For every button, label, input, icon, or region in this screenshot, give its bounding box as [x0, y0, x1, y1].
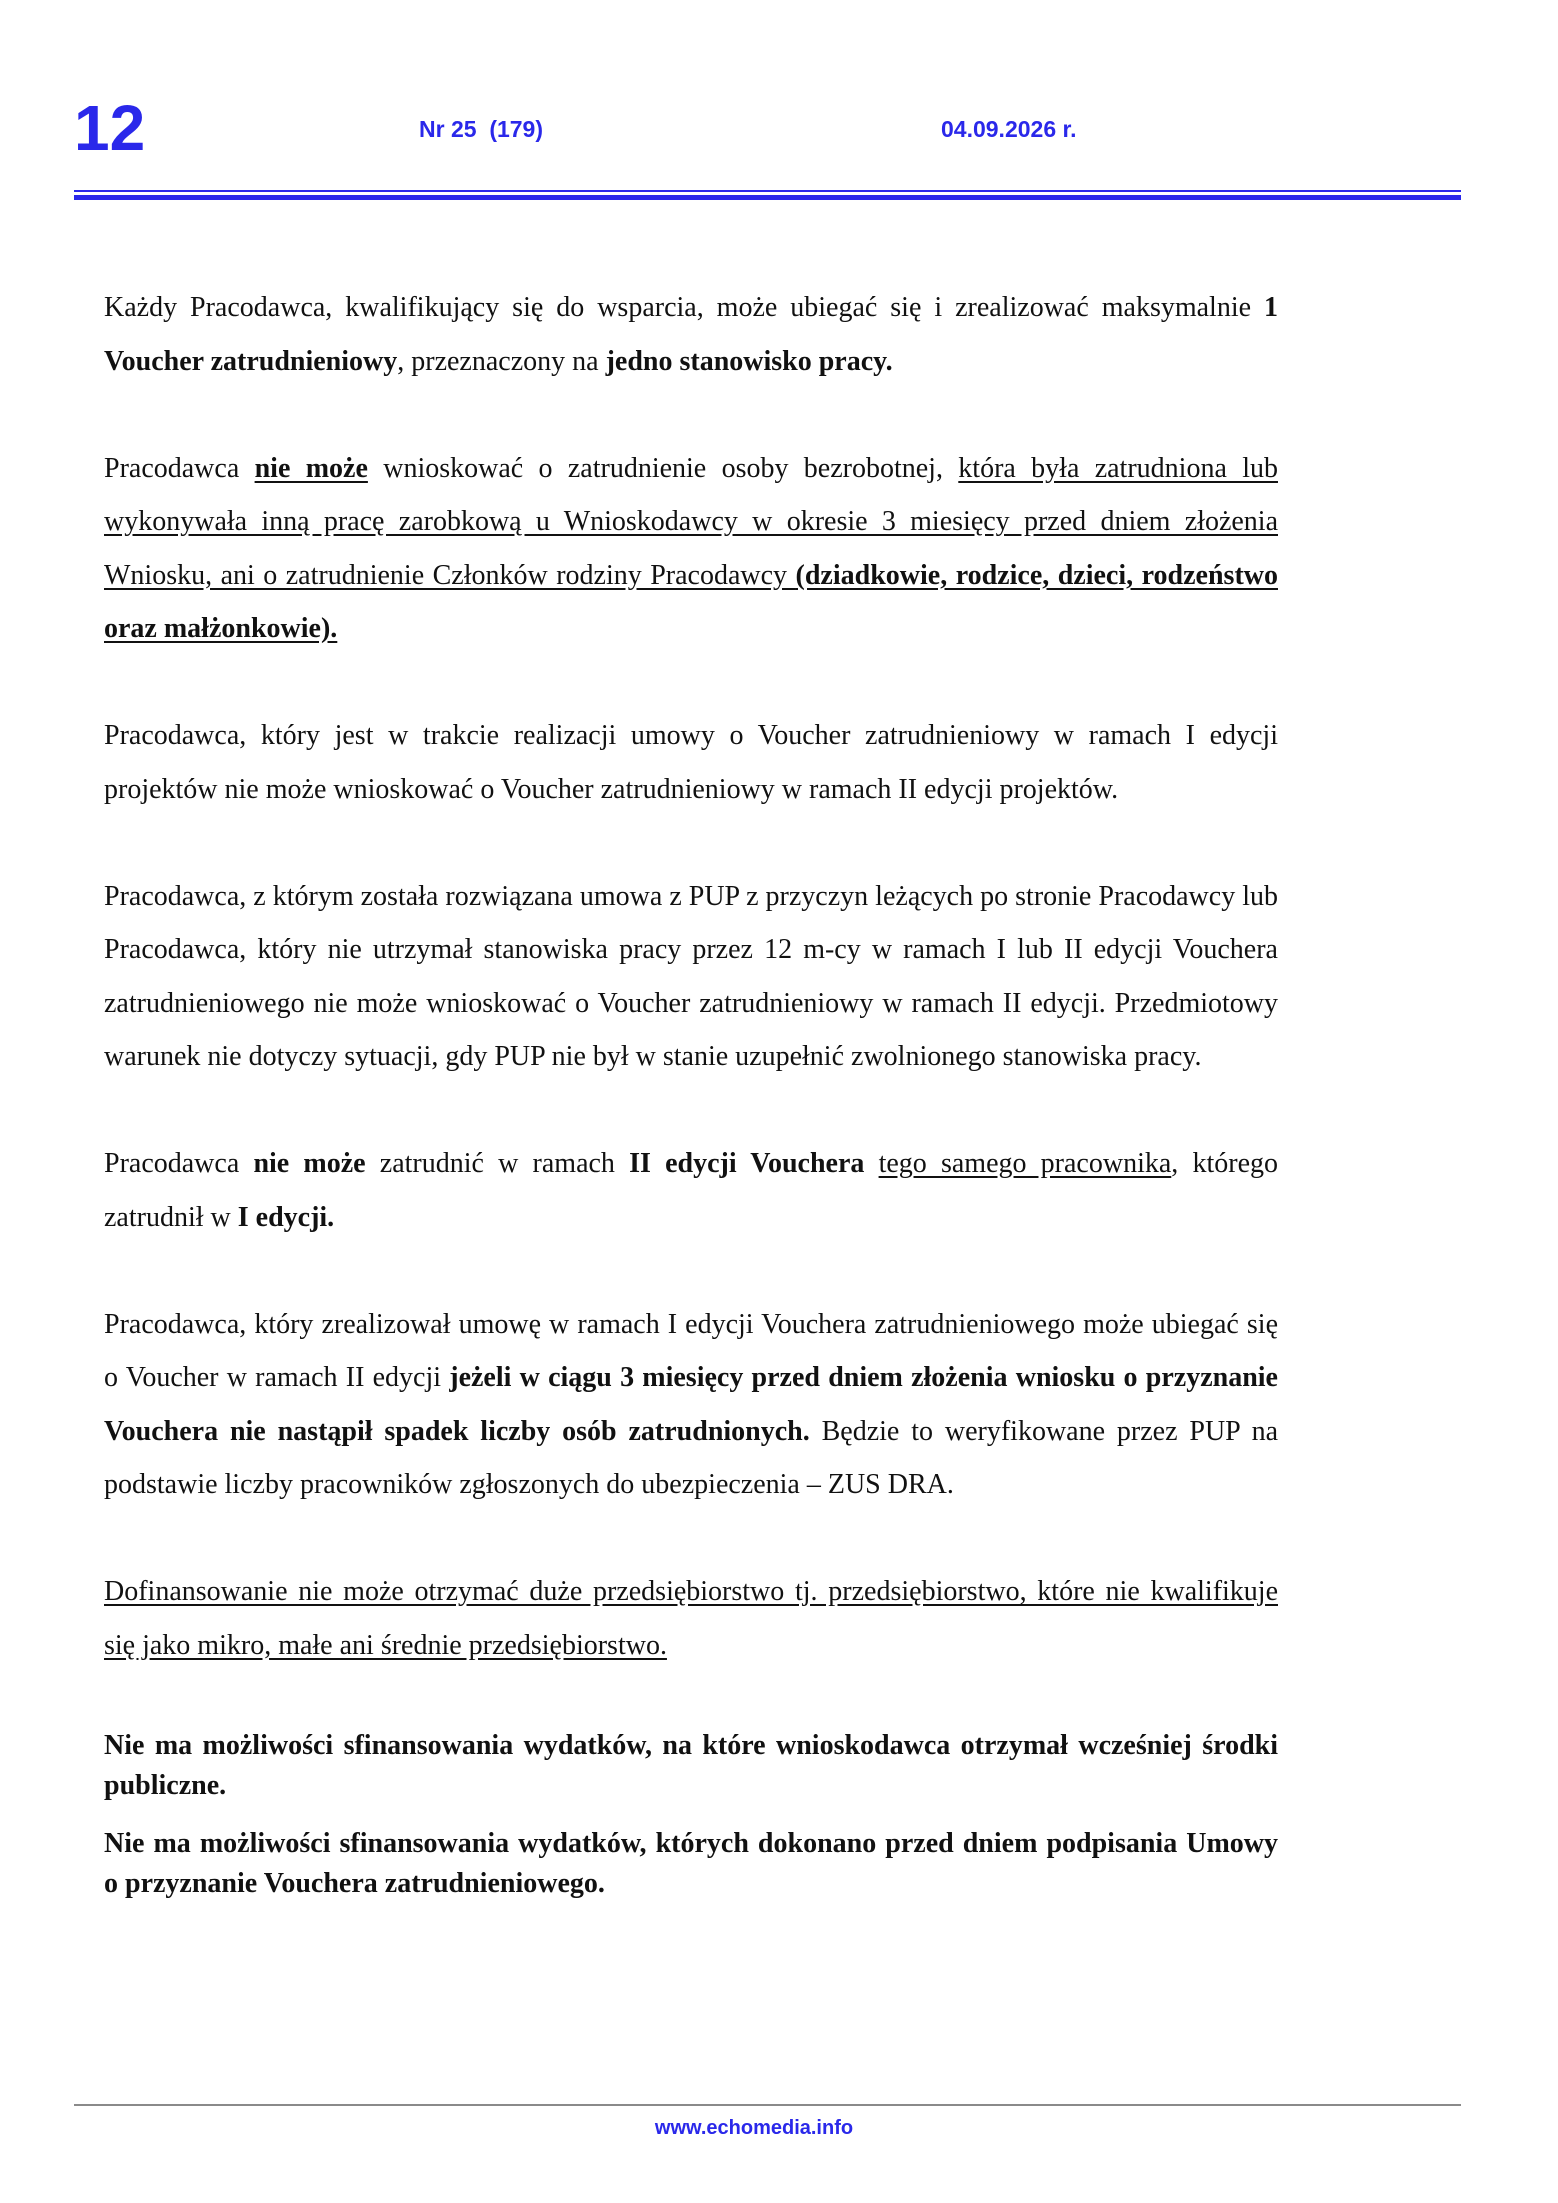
page-header [0, 0, 1558, 210]
article-body [104, 281, 1278, 1922]
bold-text: Nie ma możliwości sfinansowania wydatków, na które wnioskodawca otrzymał wcześniej środki publiczne. [104, 1729, 1278, 1801]
bold-text: II edycji Vouchera [629, 1148, 865, 1179]
paragraph-large-enterprise: Dofinansowanie nie może otrzymać duże przedsiębiorstwo tj. przedsiębiorstwo, które nie kwalifikuje się jako mikro, małe ani średnie przedsiębiorstwo. [104, 1576, 1278, 1661]
paragraph-terminated-contract: Pracodawca, z którym została rozwiązana umowa z PUP z przyczyn leżących po stronie Pracodawcy lub Pracodawca, który nie utrzymał stanowiska pracy przez 12 m-cy w ramach I lub II edycji Vouchera zatrudnieniowego nie może wnioskować o Voucher zatrudnieniowy w ramach II edycji. Przedmiotowy warunek nie dotyczy sytuacji, gdy PUP nie był w stanie uzupełnić zwolnionego stanowiska pracy. [104, 880, 1278, 1072]
underlined-text: tego samego pracownika [878, 1148, 1172, 1179]
paragraph-employment-restriction [104, 442, 1278, 656]
bold-text: jeżeli w ciągu 3 miesięcy przed dniem złożenia wniosku o przyznanie Vouchera nie nastąpił spadek liczby osób zatrudnionych. [104, 1362, 1278, 1447]
bold-text: nie może [253, 1148, 366, 1179]
underlined-text: która była zatrudniona lub wykonywała inną pracę zarobkową u Wnioskodawcy w okresie 3 miesięcy przed dniem złożenia Wniosku, ani o zatrudnienie Członków rodziny Pracodawcy [104, 452, 1278, 591]
text: Pracodawca [104, 452, 255, 484]
paragraph-prior-expenses [104, 1824, 1278, 1904]
bold-text: 1 Voucher zatrudnieniowy [104, 292, 1278, 377]
footer-rule [74, 2104, 1461, 2106]
paragraph-same-employee [104, 1137, 1278, 1244]
issue-number: Nr 25 (179) [419, 116, 544, 142]
footer-website-link[interactable]: www.echomedia.info [654, 2117, 854, 2139]
bold-text: I edycji. [237, 1201, 335, 1233]
bold-text: jedno stanowisko pracy. [605, 345, 893, 377]
header-rule-thin [74, 190, 1461, 192]
bold-underlined-text: (dziadkowie, rodzice, dzieci, rodzeństwo oraz małżonkowie). [104, 559, 1278, 644]
text: zatrudnić w ramach [365, 1148, 630, 1179]
issue-date: 04.09.2026 r. [941, 116, 1077, 142]
bold-text: Nie ma możliwości sfinansowania wydatków, których dokonano przed dniem podpisania Umowy o przyznanie Vouchera zatrudnieniowego. [104, 1827, 1278, 1899]
text: , którego zatrudnił w [104, 1148, 1279, 1233]
paragraph-employment-level [104, 1298, 1278, 1512]
text: , przeznaczony na [397, 345, 606, 377]
page-number: 12 [74, 92, 146, 164]
text: Pracodawca [104, 1148, 254, 1179]
text: wnioskować o zatrudnienie osoby bezrobotnej, [367, 452, 959, 484]
paragraph-voucher-limit [104, 281, 1278, 388]
paragraph-first-edition: Pracodawca, który jest w trakcie realizacji umowy o Voucher zatrudnieniowy w ramach I edycji projektów nie może wnioskować o Voucher zatrudnieniowy w ramach II edycji projektów. [104, 720, 1278, 805]
text: Pracodawca, który zrealizował umowę w ramach I edycji Vouchera zatrudnieniowego może ubiegać się o Voucher w ramach II edycji [104, 1308, 1278, 1393]
header-rule-thick [74, 195, 1461, 200]
text: Każdy Pracodawca, kwalifikujący się do wsparcia, może ubiegać się i zrealizować maksymalnie [104, 292, 1264, 323]
bold-underlined-text: nie może [254, 452, 368, 484]
text [864, 1148, 878, 1179]
paragraph-public-funds [104, 1726, 1278, 1806]
text: Będzie to weryfikowane przez PUP na podstawie liczby pracowników zgłoszonych do ubezpieczenia – ZUS DRA. [104, 1415, 1279, 1500]
